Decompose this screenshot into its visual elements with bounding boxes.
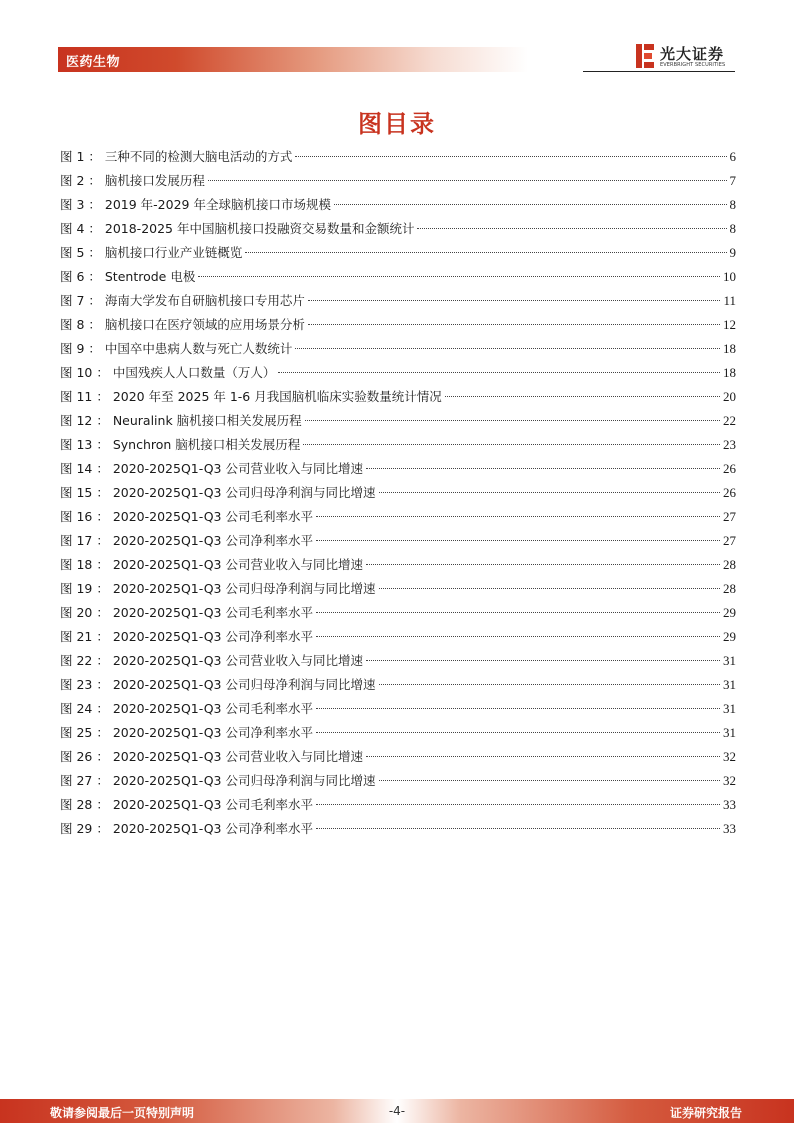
- brand-logo: [634, 42, 738, 70]
- toc-entry-page: 27: [723, 533, 736, 548]
- toc-entry-page: 22: [723, 413, 736, 428]
- toc-entry[interactable]: [60, 697, 736, 721]
- toc-entry-label: 图 23 ： 2020-2025Q1-Q3 公司归母净利润与同比增速: [60, 677, 376, 692]
- toc-entry-label: 图 2 ： 脑机接口发展历程: [60, 173, 205, 188]
- page-title: 图目录: [358, 110, 436, 138]
- section-label: 医药生物: [66, 55, 121, 70]
- toc-entry-label: 图 20 ： 2020-2025Q1-Q3 公司毛利率水平: [60, 605, 313, 620]
- page-number: -4-: [388, 1104, 406, 1118]
- footer-report-type: 证券研究报告: [669, 1106, 742, 1120]
- toc-dot-leader: [366, 468, 720, 469]
- toc-entry[interactable]: [60, 649, 736, 673]
- toc-entry[interactable]: [60, 433, 736, 457]
- toc-entry-label: 图 29 ： 2020-2025Q1-Q3 公司净利率水平: [60, 821, 313, 836]
- toc-entry-label: 图 18 ： 2020-2025Q1-Q3 公司营业收入与同比增速: [60, 557, 363, 572]
- toc-entry-label: 图 14 ： 2020-2025Q1-Q3 公司营业收入与同比增速: [60, 461, 363, 476]
- toc-entry-page: 32: [723, 749, 736, 764]
- toc-entry[interactable]: [60, 169, 736, 193]
- toc-entry[interactable]: [60, 721, 736, 745]
- toc-entry[interactable]: [60, 193, 736, 217]
- toc-dot-leader: [417, 228, 726, 229]
- toc-entry[interactable]: [60, 817, 736, 841]
- toc-entry-label: 图 12 ： Neuralink 脑机接口相关发展历程: [60, 413, 302, 428]
- everbright-logo-icon: [634, 42, 656, 70]
- toc-dot-leader: [316, 636, 720, 637]
- toc-entry[interactable]: [60, 409, 736, 433]
- logo-name: 光大证券: [660, 45, 725, 63]
- figure-index: [60, 145, 736, 841]
- toc-entry-page: 27: [723, 509, 736, 524]
- toc-entry-page: 29: [723, 605, 736, 620]
- toc-dot-leader: [379, 588, 721, 589]
- toc-entry-label: 图 10 ： 中国残疾人人口数量（万人）: [60, 365, 276, 380]
- toc-entry-label: 图 25 ： 2020-2025Q1-Q3 公司净利率水平: [60, 725, 313, 740]
- toc-entry-page: 18: [723, 341, 736, 356]
- toc-entry-label: 图 27 ： 2020-2025Q1-Q3 公司归母净利润与同比增速: [60, 773, 376, 788]
- toc-entry-page: 32: [723, 773, 736, 788]
- toc-entry-page: 31: [723, 725, 736, 740]
- toc-dot-leader: [316, 540, 720, 541]
- toc-entry-label: 图 3 ： 2019 年-2029 年全球脑机接口市场规模: [60, 197, 331, 212]
- toc-entry-page: 33: [723, 797, 736, 812]
- toc-entry-page: 33: [723, 821, 736, 836]
- toc-entry-label: 图 11 ： 2020 年至 2025 年 1-6 月我国脑机临床实验数量统计情况: [60, 389, 442, 404]
- toc-entry[interactable]: [60, 385, 736, 409]
- toc-entry-label: 图 17 ： 2020-2025Q1-Q3 公司净利率水平: [60, 533, 313, 548]
- toc-entry[interactable]: [60, 577, 736, 601]
- toc-entry-page: 6: [729, 149, 736, 164]
- toc-entry[interactable]: [60, 529, 736, 553]
- toc-entry[interactable]: [60, 793, 736, 817]
- toc-entry-page: 9: [729, 245, 736, 260]
- toc-entry-page: 12: [723, 317, 736, 332]
- toc-entry-label: 图 16 ： 2020-2025Q1-Q3 公司毛利率水平: [60, 509, 313, 524]
- toc-entry[interactable]: [60, 265, 736, 289]
- toc-entry[interactable]: [60, 601, 736, 625]
- toc-entry-page: 31: [723, 653, 736, 668]
- footer-banner: [0, 1099, 794, 1123]
- toc-entry-page: 11: [723, 293, 736, 308]
- toc-entry[interactable]: [60, 241, 736, 265]
- section-banner: [58, 47, 528, 72]
- toc-dot-leader: [316, 612, 720, 613]
- toc-entry[interactable]: [60, 289, 736, 313]
- toc-entry-label: 图 7 ： 海南大学发布自研脑机接口专用芯片: [60, 293, 305, 308]
- toc-entry-label: 图 13 ： Synchron 脑机接口相关发展历程: [60, 437, 301, 452]
- toc-entry-label: 图 24 ： 2020-2025Q1-Q3 公司毛利率水平: [60, 701, 313, 716]
- toc-entry-label: 图 9 ： 中国卒中患病人数与死亡人数统计: [60, 341, 293, 356]
- toc-entry-page: 31: [723, 701, 736, 716]
- toc-entry[interactable]: [60, 361, 736, 385]
- toc-dot-leader: [366, 756, 720, 757]
- toc-entry-label: 图 1 ： 三种不同的检测大脑电活动的方式: [60, 149, 293, 164]
- toc-entry-label: 图 15 ： 2020-2025Q1-Q3 公司归母净利润与同比增速: [60, 485, 376, 500]
- toc-entry-page: 29: [723, 629, 736, 644]
- toc-entry-label: 图 5 ： 脑机接口行业产业链概览: [60, 245, 243, 260]
- toc-entry-page: 28: [723, 557, 736, 572]
- toc-entry-page: 28: [723, 581, 736, 596]
- toc-entry[interactable]: [60, 457, 736, 481]
- toc-entry[interactable]: [60, 745, 736, 769]
- toc-dot-leader: [316, 804, 720, 805]
- toc-dot-leader: [366, 564, 720, 565]
- toc-entry-label: 图 21 ： 2020-2025Q1-Q3 公司净利率水平: [60, 629, 313, 644]
- toc-entry-page: 10: [723, 269, 736, 284]
- toc-entry[interactable]: [60, 673, 736, 697]
- toc-entry-page: 26: [723, 461, 736, 476]
- toc-dot-leader: [366, 660, 720, 661]
- toc-entry-page: 7: [729, 173, 736, 188]
- toc-dot-leader: [316, 828, 720, 829]
- toc-dot-leader: [295, 156, 726, 157]
- toc-entry-page: 8: [729, 197, 736, 212]
- toc-dot-leader: [245, 252, 726, 253]
- toc-entry[interactable]: [60, 553, 736, 577]
- toc-dot-leader: [316, 708, 720, 709]
- toc-entry[interactable]: [60, 769, 736, 793]
- footer-disclaimer: 敬请参阅最后一页特别声明: [50, 1106, 195, 1120]
- toc-dot-leader: [208, 180, 727, 181]
- toc-dot-leader: [278, 372, 720, 373]
- toc-dot-leader: [316, 516, 720, 517]
- toc-entry[interactable]: [60, 337, 736, 361]
- toc-entry[interactable]: [60, 217, 736, 241]
- toc-entry-page: 8: [729, 221, 736, 236]
- toc-entry-page: 18: [723, 365, 736, 380]
- toc-entry-page: 26: [723, 485, 736, 500]
- toc-dot-leader: [379, 684, 721, 685]
- toc-entry-page: 23: [723, 437, 736, 452]
- toc-dot-leader: [316, 732, 720, 733]
- toc-dot-leader: [445, 396, 720, 397]
- toc-entry-label: 图 8 ： 脑机接口在医疗领域的应用场景分析: [60, 317, 305, 332]
- toc-entry[interactable]: [60, 145, 736, 169]
- toc-entry-page: 31: [723, 677, 736, 692]
- toc-dot-leader: [198, 276, 720, 277]
- header-divider: [583, 71, 735, 72]
- toc-entry[interactable]: [60, 481, 736, 505]
- toc-dot-leader: [308, 300, 721, 301]
- toc-entry[interactable]: [60, 313, 736, 337]
- toc-entry-label: 图 4 ： 2018-2025 年中国脑机接口投融资交易数量和金额统计: [60, 221, 415, 236]
- toc-entry[interactable]: [60, 625, 736, 649]
- toc-dot-leader: [308, 324, 720, 325]
- logo-subtitle: EVERBRIGHT SECURITIES: [660, 62, 726, 68]
- toc-dot-leader: [303, 444, 720, 445]
- toc-entry[interactable]: [60, 505, 736, 529]
- toc-entry-label: 图 28 ： 2020-2025Q1-Q3 公司毛利率水平: [60, 797, 313, 812]
- toc-entry-label: 图 26 ： 2020-2025Q1-Q3 公司营业收入与同比增速: [60, 749, 363, 764]
- toc-entry-label: 图 22 ： 2020-2025Q1-Q3 公司营业收入与同比增速: [60, 653, 363, 668]
- toc-dot-leader: [334, 204, 727, 205]
- toc-entry-label: 图 19 ： 2020-2025Q1-Q3 公司归母净利润与同比增速: [60, 581, 376, 596]
- toc-dot-leader: [379, 492, 721, 493]
- toc-dot-leader: [305, 420, 720, 421]
- toc-entry-label: 图 6 ： Stentrode 电极: [60, 269, 196, 284]
- toc-dot-leader: [295, 348, 720, 349]
- toc-entry-page: 20: [723, 389, 736, 404]
- toc-dot-leader: [379, 780, 721, 781]
